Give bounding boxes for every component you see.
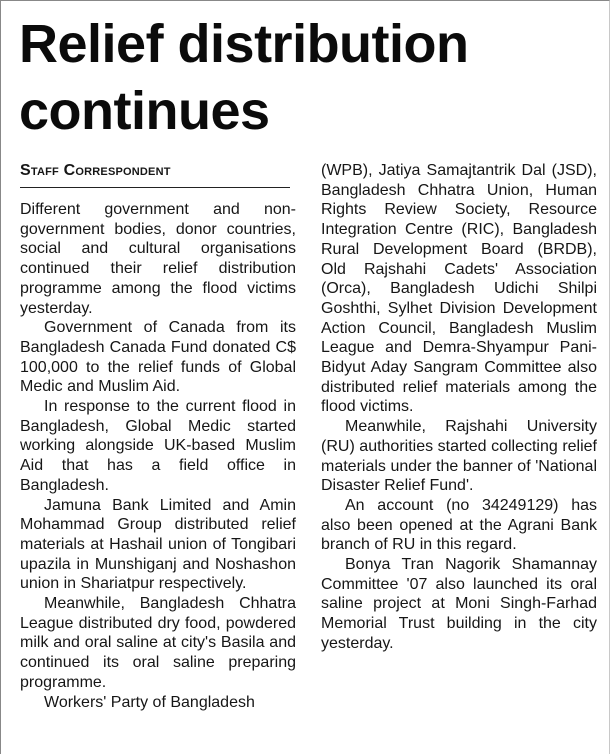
headline: Relief distribution continues	[19, 14, 469, 141]
left-column	[20, 161, 296, 712]
paragraph: In response to the current flood in Bangladesh, Global Medic started working alongside UK-based Muslim Aid that has a field office in Bangladesh.	[20, 398, 296, 494]
paragraph: Meanwhile, Bangladesh Chhatra League distributed dry food, powdered milk and oral saline at city's Basila and continued its oral saline preparing programme.	[20, 595, 296, 691]
right-column	[321, 161, 597, 654]
paragraph: Different government and non-government bodies, donor countries, social and cultural organisations continued their relief distribution programme among the flood victims yesterday.	[20, 201, 296, 317]
paragraph: Government of Canada from its Bangladesh Canada Fund donated C$ 100,000 to the relief funds of Global Medic and Muslim Aid.	[20, 319, 296, 396]
paragraph: An account (no 34249129) has also been opened at the Agrani Bank branch of RU in this regard.	[321, 496, 597, 554]
paragraph: (WPB), Jatiya Samajtantrik Dal (JSD), Bangladesh Chhatra Union, Human Rights Review Society, Resource Integration Centre (RIC), Bangladesh Rural Development Board (BRDB), Old Rajshahi Cadets' Association (Orca), Bangladesh Udichi Shilpi Goshthi, Sylhet Division Development Action Council, Bangladesh Muslim League and Demra-Shyampur Pani-Bidyut Aday Sangram Committee also distributed relief materials among the flood victims.	[321, 162, 597, 416]
paragraph: Bonya Tran Nagorik Shamannay Committee '07 also launched its oral saline project at Moni Singh-Farhad Memorial Trust building in the city yesterday.	[321, 556, 597, 652]
paragraph: Workers' Party of Bangladesh	[44, 693, 255, 711]
paragraph: Jamuna Bank Limited and Amin Mohammad Group distributed relief materials at Hashail union of Tongibari upazila in Munshiganj and Noshashon union in Shariatpur respectively.	[20, 496, 296, 593]
paragraph: Meanwhile, Rajshahi University (RU) authorities started collecting relief materials under the banner of 'National Disaster Relief Fund'.	[321, 418, 597, 495]
byline: Staff Correspondent	[20, 161, 290, 188]
